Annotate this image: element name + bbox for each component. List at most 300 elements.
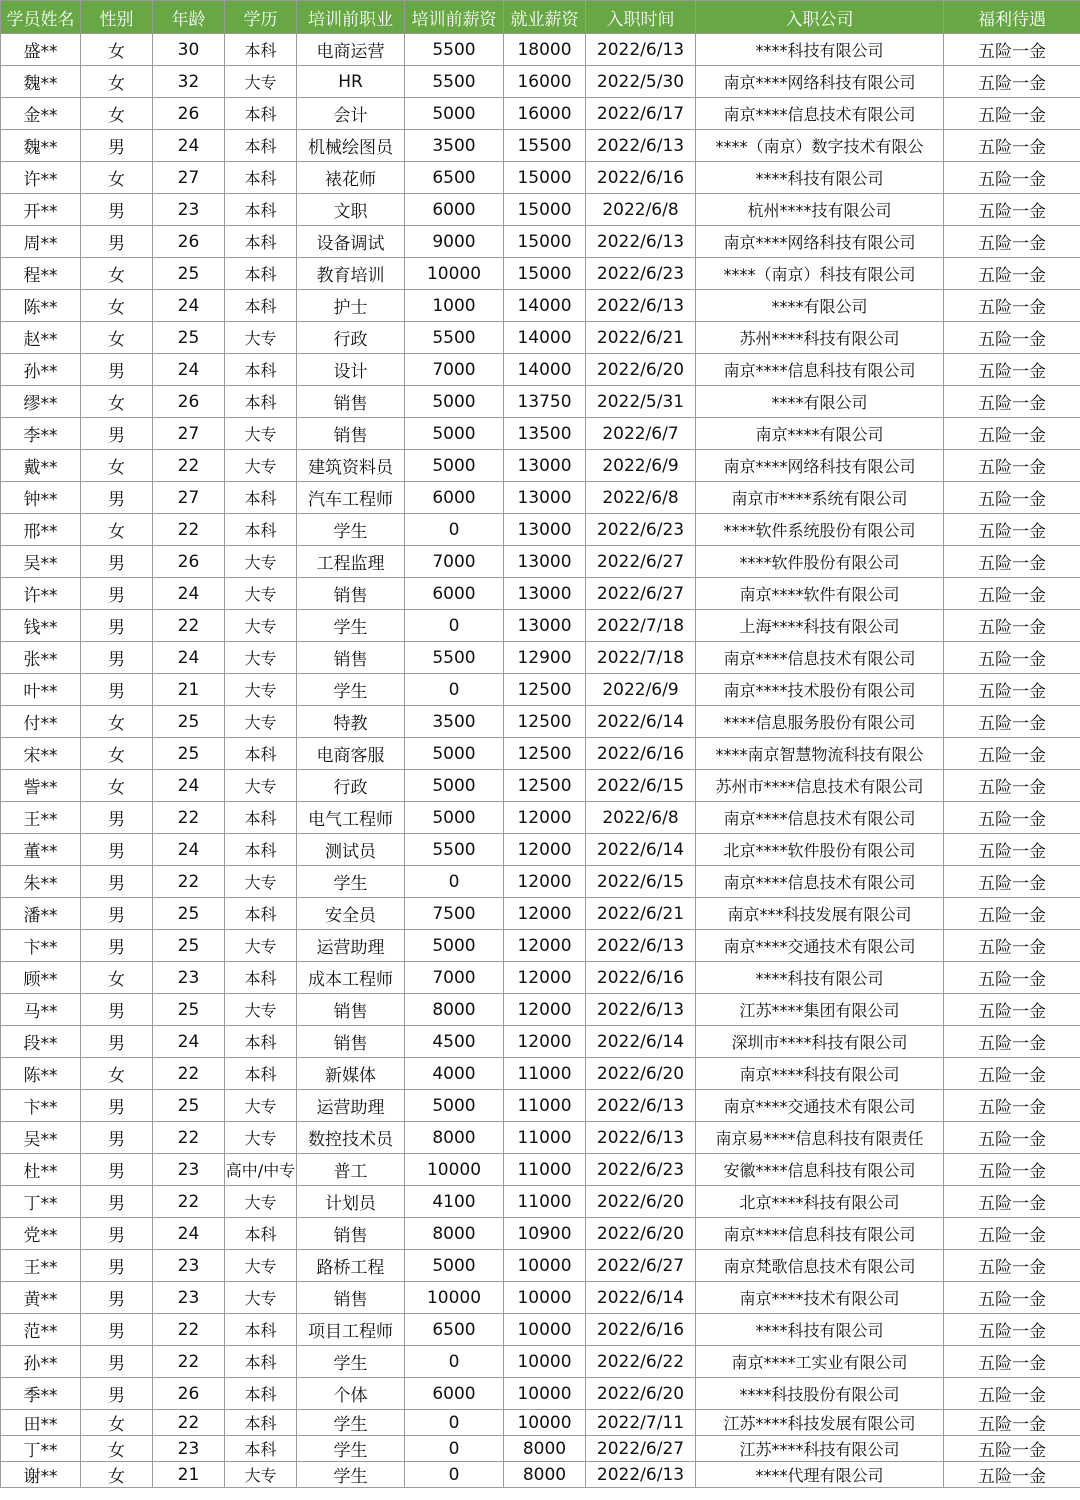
gender-cell: 男 (81, 194, 153, 226)
education-cell: 大专 (225, 1186, 297, 1218)
education-cell: 本科 (225, 1058, 297, 1090)
education-cell: 大专 (225, 866, 297, 898)
education-cell: 本科 (225, 1026, 297, 1058)
student-name-cell: 张** (1, 642, 81, 674)
prior-salary-cell: 6000 (405, 1378, 504, 1410)
table-row (1, 482, 1080, 514)
age-cell: 25 (153, 706, 225, 738)
employment-salary-cell: 18000 (504, 34, 586, 66)
student-name-cell: 许** (1, 162, 81, 194)
prior-salary-cell: 8000 (405, 1218, 504, 1250)
prior-salary-cell: 6500 (405, 162, 504, 194)
company-cell: 江苏****集团有限公司 (696, 994, 944, 1026)
prior-occupation-cell: 学生 (297, 1436, 405, 1462)
student-name-cell: 丁** (1, 1186, 81, 1218)
student-name-cell: 金** (1, 98, 81, 130)
prior-salary-cell: 7000 (405, 546, 504, 578)
student-name-cell: 程** (1, 258, 81, 290)
hire-date-cell: 2022/6/23 (586, 258, 696, 290)
prior-occupation-cell: 电商客服 (297, 738, 405, 770)
gender-cell: 女 (81, 322, 153, 354)
hire-date-cell: 2022/6/20 (586, 1058, 696, 1090)
company-cell: 北京****科技有限公司 (696, 1186, 944, 1218)
benefits-cell: 五险一金 (944, 66, 1080, 98)
prior-salary-cell: 8000 (405, 1122, 504, 1154)
hire-date-cell: 2022/6/13 (586, 1462, 696, 1488)
gender-cell: 男 (81, 610, 153, 642)
company-cell: 南京****工实业有限公司 (696, 1346, 944, 1378)
employment-salary-cell: 12500 (504, 738, 586, 770)
age-cell: 22 (153, 802, 225, 834)
prior-occupation-cell: 学生 (297, 866, 405, 898)
table-row (1, 98, 1080, 130)
table-row (1, 1186, 1080, 1218)
prior-occupation-cell: 机械绘图员 (297, 130, 405, 162)
employment-salary-cell: 10000 (504, 1314, 586, 1346)
table-row (1, 450, 1080, 482)
column-header-prior-occupation: 培训前职业 (297, 1, 405, 34)
benefits-cell: 五险一金 (944, 162, 1080, 194)
company-cell: 南京****信息科技有限公司 (696, 354, 944, 386)
table-row (1, 1462, 1080, 1488)
table-row (1, 802, 1080, 834)
column-header-company: 入职公司 (696, 1, 944, 34)
company-cell: ****（南京）科技有限公司 (696, 258, 944, 290)
employment-salary-cell: 13000 (504, 546, 586, 578)
prior-occupation-cell: 安全员 (297, 898, 405, 930)
company-cell: 江苏****科技发展有限公司 (696, 1410, 944, 1436)
hire-date-cell: 2022/6/13 (586, 1090, 696, 1122)
education-cell: 本科 (225, 162, 297, 194)
prior-occupation-cell: 学生 (297, 1462, 405, 1488)
company-cell: ****科技有限公司 (696, 34, 944, 66)
gender-cell: 男 (81, 834, 153, 866)
age-cell: 22 (153, 1058, 225, 1090)
gender-cell: 女 (81, 34, 153, 66)
gender-cell: 男 (81, 1122, 153, 1154)
table-row (1, 770, 1080, 802)
student-name-cell: 顾** (1, 962, 81, 994)
company-cell: 南京****技术股份有限公司 (696, 674, 944, 706)
age-cell: 22 (153, 514, 225, 546)
column-header-age: 年龄 (153, 1, 225, 34)
prior-occupation-cell: 路桥工程 (297, 1250, 405, 1282)
age-cell: 25 (153, 322, 225, 354)
age-cell: 32 (153, 66, 225, 98)
hire-date-cell: 2022/6/16 (586, 162, 696, 194)
student-name-cell: 王** (1, 1250, 81, 1282)
gender-cell: 男 (81, 1154, 153, 1186)
benefits-cell: 五险一金 (944, 1462, 1080, 1488)
table-row (1, 386, 1080, 418)
age-cell: 26 (153, 546, 225, 578)
student-name-cell: 田** (1, 1410, 81, 1436)
prior-occupation-cell: 特教 (297, 706, 405, 738)
employment-salary-cell: 13000 (504, 610, 586, 642)
hire-date-cell: 2022/6/20 (586, 1218, 696, 1250)
prior-salary-cell: 5000 (405, 802, 504, 834)
employment-salary-cell: 12000 (504, 962, 586, 994)
age-cell: 22 (153, 610, 225, 642)
prior-occupation-cell: 学生 (297, 610, 405, 642)
company-cell: 北京****软件股份有限公司 (696, 834, 944, 866)
prior-occupation-cell: 销售 (297, 642, 405, 674)
age-cell: 24 (153, 1026, 225, 1058)
table-row (1, 1026, 1080, 1058)
student-name-cell: 钱** (1, 610, 81, 642)
benefits-cell: 五险一金 (944, 898, 1080, 930)
employment-salary-cell: 13750 (504, 386, 586, 418)
prior-salary-cell: 0 (405, 674, 504, 706)
employment-salary-cell: 15000 (504, 162, 586, 194)
prior-occupation-cell: 设计 (297, 354, 405, 386)
prior-occupation-cell: 数控技术员 (297, 1122, 405, 1154)
age-cell: 27 (153, 162, 225, 194)
benefits-cell: 五险一金 (944, 1282, 1080, 1314)
education-cell: 本科 (225, 290, 297, 322)
benefits-cell: 五险一金 (944, 258, 1080, 290)
gender-cell: 女 (81, 706, 153, 738)
employment-salary-cell: 15000 (504, 226, 586, 258)
gender-cell: 男 (81, 930, 153, 962)
student-name-cell: 卞** (1, 1090, 81, 1122)
prior-occupation-cell: 销售 (297, 386, 405, 418)
student-name-cell: 宋** (1, 738, 81, 770)
prior-occupation-cell: 学生 (297, 1346, 405, 1378)
benefits-cell: 五险一金 (944, 834, 1080, 866)
gender-cell: 男 (81, 482, 153, 514)
prior-salary-cell: 5000 (405, 450, 504, 482)
benefits-cell: 五险一金 (944, 1122, 1080, 1154)
benefits-cell: 五险一金 (944, 1410, 1080, 1436)
employment-salary-cell: 10000 (504, 1410, 586, 1436)
table-row (1, 1154, 1080, 1186)
prior-salary-cell: 5500 (405, 642, 504, 674)
gender-cell: 女 (81, 290, 153, 322)
employment-salary-cell: 14000 (504, 322, 586, 354)
education-cell: 本科 (225, 834, 297, 866)
company-cell: 南京****有限公司 (696, 418, 944, 450)
table-row (1, 1314, 1080, 1346)
benefits-cell: 五险一金 (944, 194, 1080, 226)
employment-salary-cell: 12000 (504, 802, 586, 834)
age-cell: 22 (153, 1346, 225, 1378)
company-cell: 南京****信息技术有限公司 (696, 802, 944, 834)
table-row (1, 1058, 1080, 1090)
table-row (1, 290, 1080, 322)
prior-salary-cell: 8000 (405, 994, 504, 1026)
prior-occupation-cell: 护士 (297, 290, 405, 322)
student-name-cell: 魏** (1, 130, 81, 162)
column-header-prior-salary: 培训前薪资 (405, 1, 504, 34)
gender-cell: 男 (81, 578, 153, 610)
gender-cell: 男 (81, 1218, 153, 1250)
gender-cell: 男 (81, 994, 153, 1026)
company-cell: 南京易****信息科技有限责任 (696, 1122, 944, 1154)
column-header-education: 学历 (225, 1, 297, 34)
education-cell: 本科 (225, 802, 297, 834)
prior-salary-cell: 6000 (405, 482, 504, 514)
company-cell: 南京***科技发展有限公司 (696, 898, 944, 930)
prior-occupation-cell: 教育培训 (297, 258, 405, 290)
company-cell: ****科技股份有限公司 (696, 1378, 944, 1410)
gender-cell: 男 (81, 866, 153, 898)
benefits-cell: 五险一金 (944, 1058, 1080, 1090)
education-cell: 本科 (225, 514, 297, 546)
prior-occupation-cell: 电商运营 (297, 34, 405, 66)
education-cell: 本科 (225, 130, 297, 162)
company-cell: ****软件系统股份有限公司 (696, 514, 944, 546)
gender-cell: 男 (81, 802, 153, 834)
table-row (1, 1250, 1080, 1282)
gender-cell: 女 (81, 962, 153, 994)
employment-salary-cell: 11000 (504, 1186, 586, 1218)
age-cell: 25 (153, 930, 225, 962)
prior-salary-cell: 0 (405, 1346, 504, 1378)
age-cell: 23 (153, 1154, 225, 1186)
employment-salary-cell: 13000 (504, 450, 586, 482)
benefits-cell: 五险一金 (944, 866, 1080, 898)
education-cell: 高中/中专 (225, 1154, 297, 1186)
education-cell: 大专 (225, 770, 297, 802)
benefits-cell: 五险一金 (944, 738, 1080, 770)
hire-date-cell: 2022/7/11 (586, 1410, 696, 1436)
prior-salary-cell: 5500 (405, 34, 504, 66)
age-cell: 24 (153, 770, 225, 802)
table-header (1, 1, 1080, 34)
gender-cell: 男 (81, 898, 153, 930)
age-cell: 23 (153, 1436, 225, 1462)
gender-cell: 男 (81, 354, 153, 386)
prior-salary-cell: 7000 (405, 354, 504, 386)
age-cell: 23 (153, 962, 225, 994)
hire-date-cell: 2022/6/27 (586, 1436, 696, 1462)
age-cell: 24 (153, 354, 225, 386)
prior-salary-cell: 3500 (405, 706, 504, 738)
education-cell: 大专 (225, 930, 297, 962)
student-name-cell: 开** (1, 194, 81, 226)
company-cell: ****南京智慧物流科技有限公 (696, 738, 944, 770)
student-name-cell: 潘** (1, 898, 81, 930)
gender-cell: 男 (81, 226, 153, 258)
prior-occupation-cell: 建筑资料员 (297, 450, 405, 482)
age-cell: 27 (153, 482, 225, 514)
column-header-gender: 性别 (81, 1, 153, 34)
student-name-cell: 段** (1, 1026, 81, 1058)
table-row (1, 578, 1080, 610)
prior-occupation-cell: 销售 (297, 1218, 405, 1250)
student-name-cell: 周** (1, 226, 81, 258)
prior-occupation-cell: 新媒体 (297, 1058, 405, 1090)
table-row (1, 706, 1080, 738)
gender-cell: 男 (81, 546, 153, 578)
age-cell: 26 (153, 226, 225, 258)
company-cell: 南京市****系统有限公司 (696, 482, 944, 514)
hire-date-cell: 2022/6/13 (586, 1122, 696, 1154)
age-cell: 24 (153, 642, 225, 674)
prior-occupation-cell: 成本工程师 (297, 962, 405, 994)
age-cell: 26 (153, 386, 225, 418)
age-cell: 23 (153, 1250, 225, 1282)
student-name-cell: 董** (1, 834, 81, 866)
company-cell: 深圳市****科技有限公司 (696, 1026, 944, 1058)
gender-cell: 女 (81, 66, 153, 98)
student-name-cell: 杜** (1, 1154, 81, 1186)
education-cell: 大专 (225, 642, 297, 674)
gender-cell: 男 (81, 130, 153, 162)
education-cell: 大专 (225, 578, 297, 610)
prior-occupation-cell: 设备调试 (297, 226, 405, 258)
benefits-cell: 五险一金 (944, 226, 1080, 258)
benefits-cell: 五险一金 (944, 610, 1080, 642)
table-row (1, 962, 1080, 994)
prior-occupation-cell: 工程监理 (297, 546, 405, 578)
company-cell: ****软件股份有限公司 (696, 546, 944, 578)
employment-salary-cell: 12000 (504, 930, 586, 962)
employment-salary-cell: 16000 (504, 66, 586, 98)
student-name-cell: 付** (1, 706, 81, 738)
table-row (1, 898, 1080, 930)
benefits-cell: 五险一金 (944, 386, 1080, 418)
prior-occupation-cell: 会计 (297, 98, 405, 130)
company-cell: 安徽****信息科技有限公司 (696, 1154, 944, 1186)
hire-date-cell: 2022/6/15 (586, 770, 696, 802)
employment-salary-cell: 12000 (504, 898, 586, 930)
hire-date-cell: 2022/6/23 (586, 514, 696, 546)
hire-date-cell: 2022/6/8 (586, 802, 696, 834)
age-cell: 22 (153, 1186, 225, 1218)
benefits-cell: 五险一金 (944, 1154, 1080, 1186)
employment-salary-cell: 15500 (504, 130, 586, 162)
hire-date-cell: 2022/6/17 (586, 98, 696, 130)
age-cell: 25 (153, 898, 225, 930)
student-name-cell: 陈** (1, 1058, 81, 1090)
employment-salary-cell: 16000 (504, 98, 586, 130)
prior-salary-cell: 7000 (405, 962, 504, 994)
hire-date-cell: 2022/6/13 (586, 994, 696, 1026)
table-row (1, 354, 1080, 386)
hire-date-cell: 2022/6/21 (586, 898, 696, 930)
prior-occupation-cell: 汽车工程师 (297, 482, 405, 514)
hire-date-cell: 2022/6/20 (586, 354, 696, 386)
prior-salary-cell: 0 (405, 1436, 504, 1462)
age-cell: 30 (153, 34, 225, 66)
education-cell: 本科 (225, 1410, 297, 1436)
benefits-cell: 五险一金 (944, 962, 1080, 994)
table-row (1, 674, 1080, 706)
hire-date-cell: 2022/6/22 (586, 1346, 696, 1378)
table-row (1, 1122, 1080, 1154)
prior-occupation-cell: 销售 (297, 1026, 405, 1058)
age-cell: 27 (153, 418, 225, 450)
table-row (1, 642, 1080, 674)
prior-salary-cell: 6500 (405, 1314, 504, 1346)
table-row (1, 258, 1080, 290)
prior-occupation-cell: 文职 (297, 194, 405, 226)
table-row (1, 1218, 1080, 1250)
education-cell: 大专 (225, 546, 297, 578)
student-name-cell: 魏** (1, 66, 81, 98)
column-header-benefits: 福利待遇 (944, 1, 1080, 34)
hire-date-cell: 2022/6/9 (586, 674, 696, 706)
hire-date-cell: 2022/6/13 (586, 290, 696, 322)
student-name-cell: 季** (1, 1378, 81, 1410)
employment-salary-cell: 12900 (504, 642, 586, 674)
gender-cell: 女 (81, 1436, 153, 1462)
education-cell: 大专 (225, 1122, 297, 1154)
prior-occupation-cell: 计划员 (297, 1186, 405, 1218)
student-name-cell: 钟** (1, 482, 81, 514)
hire-date-cell: 2022/6/13 (586, 226, 696, 258)
student-name-cell: 赵** (1, 322, 81, 354)
company-cell: 上海****科技有限公司 (696, 610, 944, 642)
age-cell: 22 (153, 1122, 225, 1154)
gender-cell: 男 (81, 674, 153, 706)
student-name-cell: 李** (1, 418, 81, 450)
age-cell: 26 (153, 98, 225, 130)
table-row (1, 226, 1080, 258)
student-name-cell: 黄** (1, 1282, 81, 1314)
company-cell: 南京****技术有限公司 (696, 1282, 944, 1314)
education-cell: 本科 (225, 1378, 297, 1410)
employment-salary-cell: 8000 (504, 1436, 586, 1462)
age-cell: 21 (153, 674, 225, 706)
student-name-cell: 马** (1, 994, 81, 1026)
hire-date-cell: 2022/6/8 (586, 482, 696, 514)
employment-salary-cell: 11000 (504, 1122, 586, 1154)
table-row (1, 1282, 1080, 1314)
gender-cell: 女 (81, 514, 153, 546)
gender-cell: 男 (81, 1250, 153, 1282)
company-cell: ****（南京）数字技术有限公 (696, 130, 944, 162)
table-row (1, 162, 1080, 194)
gender-cell: 女 (81, 770, 153, 802)
benefits-cell: 五险一金 (944, 930, 1080, 962)
hire-date-cell: 2022/6/16 (586, 738, 696, 770)
benefits-cell: 五险一金 (944, 1218, 1080, 1250)
prior-salary-cell: 0 (405, 610, 504, 642)
company-cell: 南京****科技有限公司 (696, 1058, 944, 1090)
hire-date-cell: 2022/6/16 (586, 962, 696, 994)
gender-cell: 女 (81, 1410, 153, 1436)
employment-salary-cell: 12500 (504, 706, 586, 738)
table-row (1, 194, 1080, 226)
education-cell: 大专 (225, 1462, 297, 1488)
education-cell: 本科 (225, 1218, 297, 1250)
company-cell: ****科技有限公司 (696, 1314, 944, 1346)
hire-date-cell: 2022/5/30 (586, 66, 696, 98)
education-cell: 本科 (225, 1314, 297, 1346)
prior-occupation-cell: 项目工程师 (297, 1314, 405, 1346)
prior-occupation-cell: 销售 (297, 994, 405, 1026)
benefits-cell: 五险一金 (944, 322, 1080, 354)
employment-salary-cell: 12000 (504, 866, 586, 898)
prior-occupation-cell: HR (297, 66, 405, 98)
prior-occupation-cell: 普工 (297, 1154, 405, 1186)
education-cell: 本科 (225, 226, 297, 258)
table-row (1, 1090, 1080, 1122)
student-name-cell: 戴** (1, 450, 81, 482)
company-cell: 南京****交通技术有限公司 (696, 930, 944, 962)
table-row (1, 322, 1080, 354)
benefits-cell: 五险一金 (944, 98, 1080, 130)
hire-date-cell: 2022/6/27 (586, 546, 696, 578)
company-cell: 南京****软件有限公司 (696, 578, 944, 610)
student-name-cell: 訾** (1, 770, 81, 802)
prior-occupation-cell: 运营助理 (297, 1090, 405, 1122)
prior-salary-cell: 4500 (405, 1026, 504, 1058)
benefits-cell: 五险一金 (944, 1090, 1080, 1122)
